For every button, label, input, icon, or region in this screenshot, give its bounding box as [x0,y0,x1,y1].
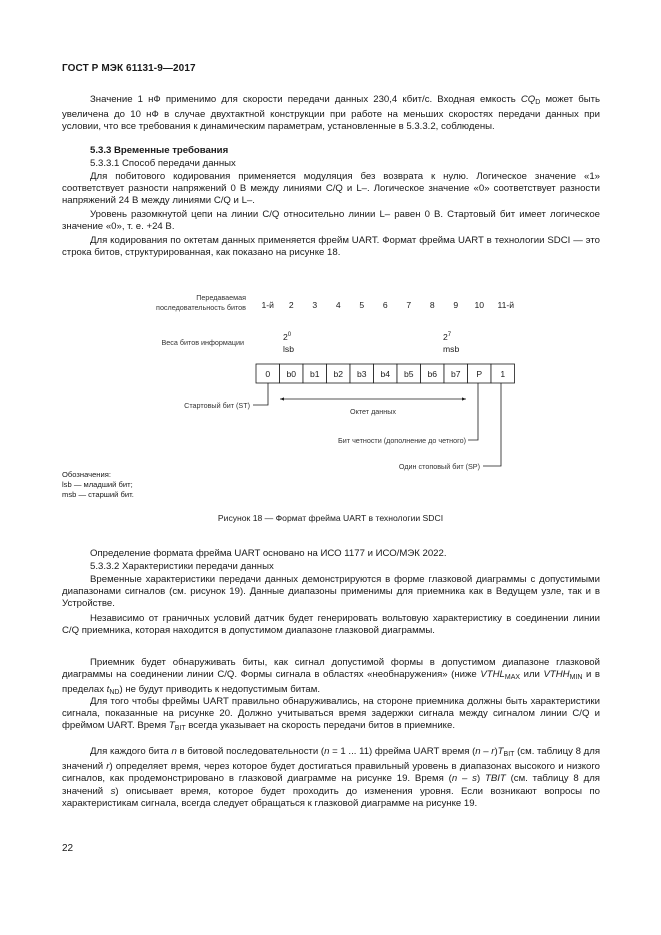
subsection-heading-1: 5.3.3.1 Способ передачи данных [90,158,236,169]
symbol-n: n [171,746,177,757]
text-run: всегда указывает на скорость передачи битов в приемнике. [185,720,455,732]
text-run: Приемник будет обнаруживать биты, как сигнал допустимой формы в допустимом диапазоне глазковой диаграммы на соединении линии C/Q. Формы сигнала в областях «необнаружения» (ниже [62,657,600,681]
subsection-heading-2: 5.3.3.2 Характеристики передачи данных [90,561,274,572]
frame-cell-label-6: b5 [403,368,414,379]
paragraph-nrz: Для побитового кодирования применяется модуляция без возврата к нулю. Логическое значение «1» соответствует разности напряжений 0 В между линиями C/Q и L–. Логическое значение «0» соответствует разности напряжений 24 В между линиями C/Q и L–. [62,171,600,207]
bit-number-9: 9 [453,300,459,310]
start-bit-leader [253,383,268,405]
weight-lsb-power: $2^0$ [283,332,292,342]
bit-number-2: 2 [288,300,294,310]
symbol-r: r [106,761,110,773]
weight-msb-name: msb [443,344,460,354]
label-bit-sequence-line2: последовательность битов [156,303,246,312]
text-run: может быть увеличена до 10 нФ в случае двухтактной конструкции при работе на меньших скоростях передачи данных при условии, что все требования к динамическим параметрам, установленные в 5.3.3.2, соблюдены. [62,94,601,133]
frame-cell-label-2: b1 [309,368,320,379]
label-bit-sequence-line1: Передаваемая [196,293,246,302]
weight-lsb-name: lsb [283,344,294,354]
frame-cell-label-10: 1 [500,368,506,379]
paragraph-receiver [62,657,600,700]
text-run: Для того чтобы фреймы UART правильно обнаруживались, на стороне приемника должны быть характеристики сигнала, показанные на рисунке 20. Должно учитываться время задержки сигнала между сигналом линии C/Q и фреймом UART. Время [62,696,600,732]
bit-number-8: 8 [429,300,435,310]
bit-number-3: 3 [312,300,318,310]
frame-cell-label-7: b6 [427,368,438,379]
symbol-s: s [110,785,116,797]
bit-number-4: 4 [335,300,341,310]
frame-cell-label-1: b0 [286,368,297,379]
symbol-subscript: MIN [569,674,583,682]
frame-cell-label-9: P [476,368,483,379]
figure-caption: Рисунок 18 — Формат фрейма UART в технологии SDCI [217,513,444,523]
bit-number-row [262,300,515,310]
label-octet: Октет данных [350,407,396,416]
paragraph-open-circuit: Уровень разомкнутой цепи на линии C/Q относительно линии L– равен 0 В. Стартовый бит имеет логическое значение «0», т. е. +24 В. [62,209,600,233]
label-start-bit: Стартовый бит (ST) [184,401,250,410]
symbol-vthl: VTHL [480,669,505,681]
frame-cell-label-3: b2 [333,368,344,379]
symbol-n-r: n – r [475,746,495,757]
symbol-t: t [106,684,110,696]
parity-bit-leader [468,383,478,440]
paragraph-uart-detect [62,696,600,736]
symbol-subscript: ND [109,689,120,697]
bit-number-5: 5 [359,300,365,310]
symbol-vthh: VTHH [543,669,570,681]
symbol-tbit: TBIT [484,773,506,785]
text-run: ) не будут приводить к недопустимым битам. [119,684,321,696]
text-run: ) описывает время, которое будет проходить до изменения уровня. Если возникают вопросы по характеристикам сигнала, всегда следует обращаться к глазковой диаграмме на рисунке 19. [62,785,600,809]
text-run: = 1 ... 11) фрейма UART время ( [329,746,476,757]
symbol-t: T [168,720,175,732]
frame-cells [256,364,515,383]
text-run: Для каждого бита [90,746,172,757]
symbol-n-s: n – s [451,773,477,785]
frame-cell-label-4: b3 [356,368,367,379]
label-stop-bit: Один стоповый бит (SP) [398,462,480,471]
symbol-cq: CQ [520,94,536,105]
bit-number-7: 7 [406,300,412,310]
frame-cell-label-8: b7 [450,368,461,379]
legend-title: Обозначения: [62,470,111,479]
weight-msb-power: $2^7$ [443,332,452,342]
paragraph-iso-reference: Определение формата фрейма UART основано на ИСО 1177 и ИСО/МЭК 2022. [90,548,447,559]
bit-number-1: 1-й [261,300,274,310]
figure-legend [62,470,134,501]
text-run: ) [476,773,485,785]
symbol-n: n [324,746,330,757]
text-run: в битовой последовательности ( [176,746,325,757]
text-run: (см. таблицу 8 для значений [62,746,601,773]
label-parity-bit: Бит четности (дополнение до четного) [338,436,466,445]
bit-number-11: 11-й [497,300,515,310]
text-run: ) [494,746,498,757]
document-header: ГОСТ Р МЭК 61131-9—2017 [62,63,196,74]
text-run: (см. таблицу 8 для значений [62,773,600,797]
paragraph-sensor: Независимо от граничных условий датчик будет генерировать вольтовую характеристику в соединении линии C/Q приемника, которая находится в допустимом диапазоне глазковой диаграммы. [62,613,600,637]
symbol-subscript: BIT [503,751,515,758]
legend-msb: msb — старший бит. [62,490,134,500]
paragraph-bit-timing [62,746,600,810]
page-number: 22 [62,843,74,854]
symbol-subscript: D [535,99,541,106]
symbol-t: T [497,746,504,757]
symbol-subscript: MAX [504,674,521,682]
paragraph-uart: Для кодирования по октетам данных применяется фрейм UART. Формат фрейма UART в технологии SDCI — это строка битов, структурированная, как показано на рисунке 18. [62,235,600,259]
paragraph-eye-diagram: Временные характеристики передачи данных демонстрируются в форме глазковой диаграммы с допустимыми диапазонами сигналов (см. рисунок 19). Данные диапазоны применимы для приемника как в Ведущем узле, так и в Устройстве. [62,574,600,610]
text-run: и в пределах [62,669,600,696]
section-heading: 5.3.3 Временные требования [90,145,229,156]
text-run: Значение 1 нФ применимо для скорости передачи данных 230,4 кбит/с. Входная емкость [90,94,521,105]
bit-number-10: 10 [474,300,485,310]
symbol-subscript: BIT [174,725,186,733]
text-run: или [520,669,544,681]
frame-cell-label-5: b4 [380,368,391,379]
legend-lsb: lsb — младший бит; [62,480,133,490]
stop-bit-leader [483,383,501,466]
text-run: ) определяет время, через которое будет достигаться правильный уровень в диапазонах высокого и низкого сигналов, как продемонстрировано в глазковой диаграмме на рисунке 19. Время ( [62,761,600,785]
bit-number-6: 6 [382,300,388,310]
frame-cell-label-0: 0 [265,368,271,379]
label-bit-weights: Веса битов информации [161,338,244,347]
